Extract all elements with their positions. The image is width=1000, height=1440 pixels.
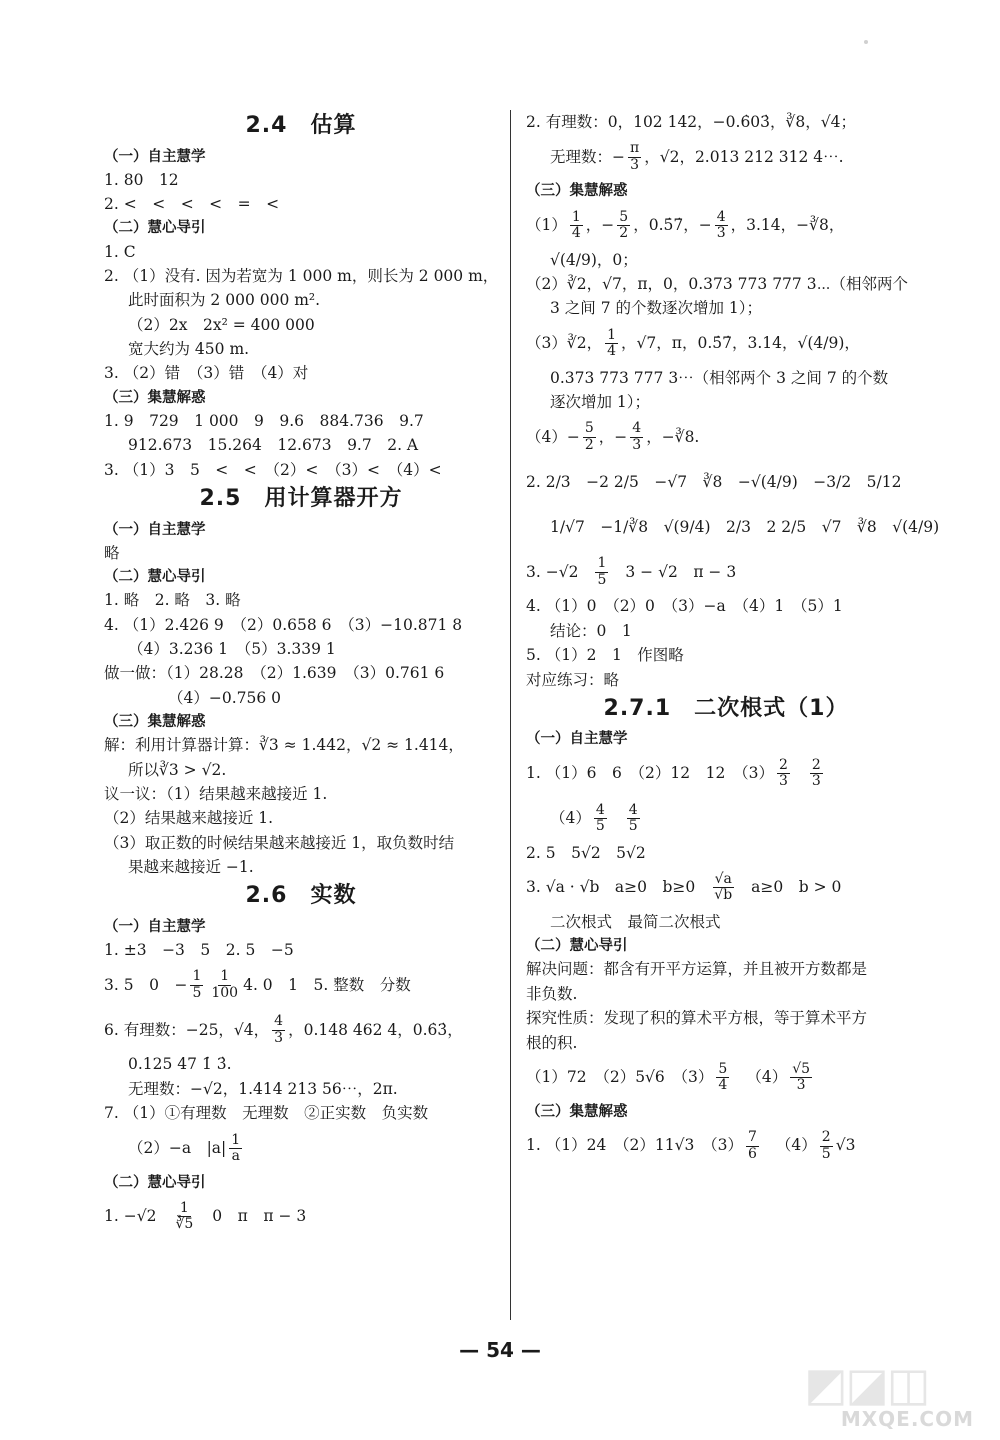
denominator: 3: [778, 773, 788, 789]
answer-line: [526, 324, 926, 364]
denominator: 5: [597, 571, 607, 588]
text-span: ，0.148 462 4，0.6̇3̇，: [288, 1020, 463, 1039]
subsection-heading: （三）集慧解惑: [104, 389, 206, 406]
text-span: 0 π π − 3: [212, 1206, 307, 1225]
denominator: 5: [192, 984, 202, 1001]
answer-line: 此时面积为 2 000 000 m².: [128, 291, 321, 310]
answer-line: 略: [104, 543, 120, 562]
text-span: a≥0 b > 0: [751, 878, 842, 897]
numerator: 1: [179, 1199, 189, 1216]
subsection-heading: （二）慧心导引: [526, 938, 628, 955]
page-number: — 54 —: [459, 1338, 541, 1362]
right-column: [526, 108, 940, 1171]
numerator: 5: [718, 1060, 728, 1077]
numerator: 1: [231, 1131, 241, 1148]
answer-line: 1. 9 729 1 000 9 9.6 884.736 9.7: [104, 411, 424, 430]
answer-line: [526, 868, 926, 908]
answer-line: 4. （1）2.426 9 （2）0.658 6 （3）−10.871 8: [104, 615, 463, 634]
fraction: [595, 556, 608, 588]
answer-line: 解：利用计算器计算：∛3 ≈ 1.442，√2 ≈ 1.414，: [104, 736, 464, 755]
section-title: 2.7.1 二次根式（1）: [603, 695, 849, 721]
numerator: √5: [792, 1060, 811, 1077]
subsection-heading: （三）集慧解惑: [526, 1103, 628, 1120]
answer-line: [526, 1126, 926, 1166]
text-span: ，√7，π，0.5̇7̇，3.14，√(4/9)，: [621, 333, 860, 352]
fraction: [583, 421, 596, 453]
column-divider: [510, 110, 511, 1320]
answer-line: 议一议：（1）结果越来越接近 1.: [104, 784, 328, 803]
numerator: 1: [571, 208, 581, 225]
answer-line: 3. （2）错 （3）错 （4）对: [104, 364, 309, 383]
numerator: 1: [220, 968, 230, 985]
answer-line: 0.125 47 1̇ 3̇.: [128, 1055, 232, 1074]
answer-line: 1. C: [104, 242, 136, 261]
subsection-heading: （二）慧心导引: [104, 220, 206, 237]
answer-line: 无理数：−√2，1.414 213 56⋯，2π.: [128, 1079, 398, 1098]
answer-line: 5. （1）2 1 作图略: [526, 646, 684, 665]
text-span: ，−: [585, 215, 615, 234]
subsection-heading: （一）自主慧学: [526, 731, 628, 748]
denominator: √b: [714, 887, 733, 904]
answer-line: 2. < < < < = <: [104, 195, 280, 213]
answer-line: 1. 略 2. 略 3. 略: [104, 591, 241, 610]
text-span: 4. 0 1 5. 整数 分数: [243, 975, 411, 994]
text-span: 1. −√2: [104, 1206, 157, 1225]
answer-line: 2. 有理数：0，102 142，−0.6̇03̇，∛8，√4；: [526, 113, 857, 131]
text-span: ，−∛8.: [646, 427, 700, 446]
answer-line: 所以∛3 > √2.: [128, 760, 227, 779]
fraction: [715, 210, 728, 242]
text-span: 无理数：−: [550, 147, 625, 166]
answer-line: 3 之间 7 的个数逐次增加 1）；: [550, 299, 763, 318]
numerator: 7: [748, 1129, 757, 1146]
answer-line: （4）3.236 1 （5）3.339 1: [128, 639, 336, 658]
answer-line: （4）−0.756 0: [168, 688, 282, 707]
fraction: [628, 141, 641, 173]
answer-line: 非负数.: [526, 984, 578, 1003]
answer-line: （2）结果越来越接近 1.: [104, 809, 274, 828]
numerator: π: [630, 140, 640, 157]
fraction: [617, 210, 630, 242]
answer-line: （2）∛2，√7，π，0，0.373 773 777 3⋯（相邻两个: [526, 274, 909, 293]
answer-line: [526, 206, 926, 246]
answer-line: [104, 1197, 498, 1237]
fraction: [190, 969, 203, 1001]
text-span: （4）−: [526, 427, 580, 446]
subsection-heading: （一）自主慧学: [104, 918, 206, 935]
answer-line: 3. （1）3 5 < < （2）< （3）< （4）<: [104, 460, 442, 479]
section-title: 2.5 用计算器开方: [199, 486, 403, 511]
text-span: 6. 有理数：−25，√4，: [104, 1020, 270, 1039]
text-span: （3）∛2，: [526, 333, 603, 352]
text-span: ，0.5̇7̇，−: [633, 215, 712, 234]
fraction: [570, 210, 583, 242]
answer-line: 7. （1）①有理数 无理数 ②正实数 负实数: [104, 1104, 429, 1123]
fraction: [594, 803, 607, 835]
answer-line: 2. （1）没有. 因为若宽为 1 000 m，则长为 2 000 m，: [104, 266, 499, 285]
text-span: 3. −√2: [526, 562, 579, 581]
section-title: 2.6 实数: [245, 883, 357, 909]
fraction: [173, 1201, 195, 1233]
numerator: 5: [619, 208, 629, 225]
numerator: 4: [595, 801, 605, 818]
answer-line: 0.373 773 777 3⋯（相邻两个 3 之间 7 的个数: [550, 368, 889, 387]
subsection-heading: （二）慧心导引: [104, 569, 206, 585]
text-span: （1）: [526, 215, 567, 234]
answer-line: [104, 965, 498, 1005]
denominator: 3: [274, 1029, 284, 1046]
text-span: （4）: [775, 1136, 817, 1155]
subsection-heading: （一）自主慧学: [104, 521, 206, 538]
text-span: 1. （1）6 6 （2）12 12 （3）: [526, 763, 774, 782]
answer-line: [526, 754, 926, 794]
text-span: 1. （1）24 （2）11√3 （3）: [526, 1136, 743, 1155]
answer-line: √(4/9)，0；: [550, 250, 638, 269]
denominator: 100: [211, 984, 239, 1001]
denominator: 6: [748, 1145, 757, 1162]
denominator: 5: [628, 818, 638, 834]
text-span: 3. √a · √b a≥0 b≥0: [526, 878, 696, 897]
text-span: 3 − √2 π − 3: [625, 562, 737, 581]
answer-line: 1. ±3 −3 5 2. 5 −5: [104, 941, 294, 959]
fraction: [272, 1014, 285, 1046]
answer-line: 1. 80 12: [104, 170, 179, 189]
answer-line: [526, 417, 926, 457]
denominator: 2: [584, 436, 594, 453]
subsection-heading: （三）集慧解惑: [104, 714, 206, 730]
numerator: 2: [778, 756, 788, 773]
numerator: 1: [192, 968, 202, 985]
fraction: [229, 1133, 242, 1165]
subsection-heading: （一）自主慧学: [104, 148, 206, 165]
denominator: 4: [607, 343, 617, 360]
section-title: 2.4 估算: [245, 113, 357, 138]
answer-line: [104, 1129, 498, 1169]
fraction: [605, 328, 618, 360]
numerator: 2: [821, 1129, 831, 1146]
fraction: [790, 1062, 812, 1094]
denominator: 5: [821, 1145, 831, 1162]
text-span: 3. 5 0 −: [104, 975, 188, 994]
fraction: [630, 421, 643, 453]
text-span: （2）−a |a|: [128, 1138, 227, 1157]
denominator: 4: [571, 225, 581, 241]
answer-line: [526, 1058, 926, 1098]
denominator: 3: [716, 225, 726, 241]
denominator: 3: [632, 436, 642, 453]
answer-line: [526, 137, 926, 177]
answer-line: [526, 552, 926, 592]
scan-speck: [864, 40, 868, 44]
answer-line: 1/√7 −1/∛8 √(9/4) 2/3 2 2/5 √7 ∛8 √(4/9): [550, 517, 940, 536]
answer-line: 结论：0 1: [550, 621, 632, 640]
fraction: [627, 803, 640, 835]
answer-logo-icon: ◩◪◫: [804, 1357, 929, 1411]
answer-line: 逐次增加 1）；: [550, 393, 651, 411]
numerator: 1: [597, 555, 607, 572]
left-column: [104, 108, 498, 1242]
answer-line: （2）2x 2x² = 400 000: [128, 315, 315, 334]
numerator: √a: [714, 870, 732, 887]
denominator: 3: [796, 1077, 806, 1094]
numerator: 1: [607, 326, 617, 343]
numerator: 5: [584, 420, 594, 437]
text-span: （1）72 （2）5√6 （3）: [526, 1068, 714, 1087]
numerator: 4: [628, 801, 638, 818]
text-span: （4）: [746, 1068, 788, 1087]
denominator: 4: [718, 1077, 728, 1094]
text-span: ，√2，2.013 212 312 4⋯.: [644, 147, 844, 166]
answer-line: 解决问题：都含有开平方运算，并且被开方数都是: [526, 960, 868, 979]
fraction: [820, 1130, 833, 1162]
denominator: ∛5: [175, 1216, 194, 1233]
denominator: 3: [630, 156, 640, 173]
text-span: ，−: [598, 427, 628, 446]
fraction: [209, 969, 240, 1001]
numerator: 4: [716, 208, 726, 225]
answer-line: 果越来越接近 −1.: [128, 858, 254, 876]
answer-line: （3）取正数的时候结果越来越接近 1，取负数时结: [104, 833, 455, 852]
subsection-heading: （三）集慧解惑: [526, 183, 628, 200]
answer-line: 2. 2/3 −2 2/5 −√7 ∛8 −√(4/9) −3/2 5/12: [526, 472, 902, 491]
answer-line: 做一做：（1）28.28 （2）1.639 （3）0.761 6: [104, 664, 445, 683]
numerator: 4: [632, 420, 642, 437]
answer-line: 根的积.: [526, 1033, 578, 1052]
subsection-heading: （二）慧心导引: [104, 1174, 206, 1191]
denominator: 5: [595, 818, 605, 834]
fraction: [810, 758, 823, 790]
answer-line: 2. 5 5√2 5√2: [526, 843, 646, 862]
watermark-text: MXQE.COM: [840, 1407, 974, 1431]
answer-line: 对应练习：略: [526, 670, 620, 689]
answer-line: [526, 799, 926, 839]
text-span: √3: [835, 1136, 856, 1155]
denominator: 2: [619, 225, 629, 241]
watermark: [804, 1356, 974, 1434]
text-span: （4）: [550, 808, 591, 827]
fraction: [716, 1062, 729, 1094]
answer-line: 宽大约为 450 m.: [128, 340, 250, 358]
fraction: [746, 1130, 759, 1162]
answer-line: 912.673 15.264 12.673 9.7 2. A: [128, 436, 419, 455]
numerator: 2: [811, 756, 821, 773]
numerator: 4: [274, 1013, 284, 1030]
fraction: [777, 758, 790, 790]
denominator: 3: [811, 773, 821, 789]
answer-line: [104, 1010, 498, 1050]
denominator: a: [231, 1148, 240, 1164]
fraction: [712, 872, 734, 904]
answer-line: 探究性质：发现了积的算术平方根，等于算术平方: [526, 1009, 868, 1028]
answer-line: 4. （1）0 （2）0 （3）−a （4）1 （5）1: [526, 597, 843, 616]
text-span: ，3.14，−∛8，: [730, 215, 845, 234]
answer-line: 二次根式 最简二次根式: [550, 912, 721, 931]
